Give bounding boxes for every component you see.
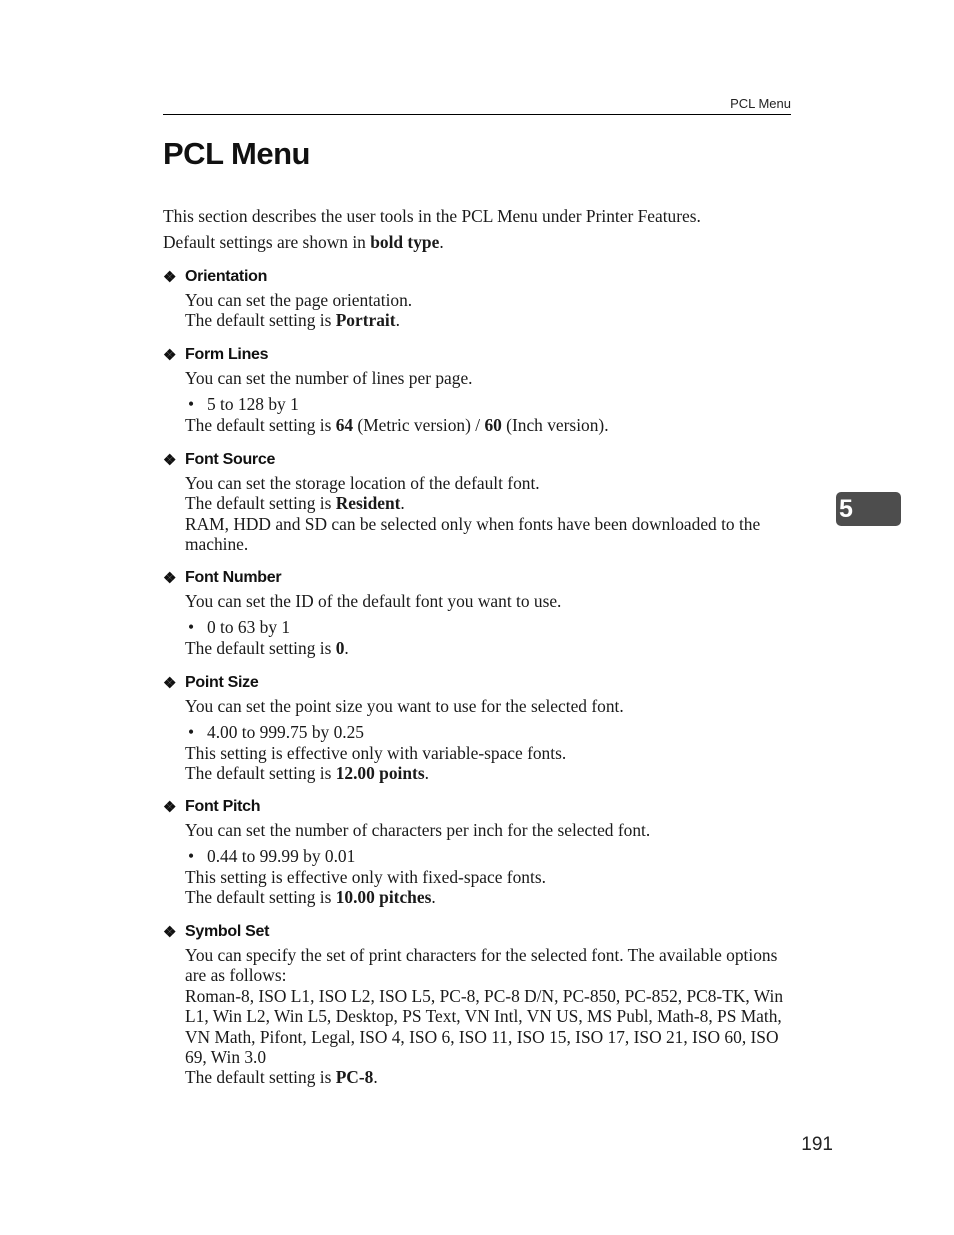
- section-symbol-set: [163, 923, 793, 1088]
- description: You can set the page orientation.: [185, 290, 413, 310]
- default-setting: The default setting is Portrait.: [185, 310, 400, 331]
- intro-line: Default settings are shown in bold type.: [163, 232, 444, 252]
- note: This setting is effective only with variable-space fonts.: [185, 742, 567, 763]
- range-list: [185, 846, 793, 866]
- section-heading: [163, 674, 793, 696]
- section-heading: [163, 451, 793, 473]
- diamond-bullet-icon: ❖: [163, 452, 177, 469]
- section-title: Font Source: [185, 451, 276, 468]
- page-title: PCL Menu: [163, 136, 310, 171]
- chapter-tab: [836, 492, 901, 526]
- section-heading: [163, 569, 793, 591]
- section-body: [185, 820, 793, 908]
- description: You can set the number of lines per page.: [185, 368, 473, 388]
- default-setting: The default setting is 10.00 pitches.: [185, 887, 436, 908]
- intro-text: [163, 203, 793, 255]
- section-title: Font Number: [185, 569, 282, 586]
- diamond-bullet-icon: ❖: [163, 799, 177, 816]
- list-item: • 5 to 128 by 1: [185, 394, 793, 414]
- description: You can set the point size you want to use for the selected font.: [185, 696, 624, 716]
- diamond-bullet-icon: ❖: [163, 924, 177, 941]
- section-font-pitch: [163, 798, 793, 908]
- chapter-number: 5: [839, 495, 853, 523]
- diamond-bullet-icon: ❖: [163, 570, 177, 587]
- section-body: [185, 591, 793, 658]
- section-title: Orientation: [185, 268, 268, 285]
- section-body: [185, 290, 793, 331]
- default-setting: The default setting is 12.00 points.: [185, 763, 429, 784]
- header-rule: [163, 114, 791, 115]
- section-title: Symbol Set: [185, 923, 270, 940]
- diamond-bullet-icon: ❖: [163, 347, 177, 364]
- list-item: • 0 to 63 by 1: [185, 617, 793, 637]
- section-font-number: [163, 569, 793, 658]
- section-title: Point Size: [185, 674, 259, 691]
- default-setting: The default setting is 0.: [185, 637, 349, 658]
- section-heading: [163, 268, 793, 290]
- intro-line: This section describes the user tools in the PCL Menu under Printer Features.: [163, 206, 701, 226]
- default-setting: The default setting is PC-8.: [185, 1067, 378, 1088]
- section-body: [185, 368, 793, 435]
- section-point-size: [163, 674, 793, 784]
- section-form-lines: [163, 346, 793, 435]
- default-setting: The default setting is Resident.: [185, 493, 405, 514]
- section-title: Font Pitch: [185, 798, 261, 815]
- default-setting: The default setting is 64 (Metric version) / 60 (Inch version).: [185, 414, 609, 435]
- range-list: [185, 617, 793, 637]
- section-heading: [163, 798, 793, 820]
- range-list: [185, 722, 793, 742]
- section-heading: [163, 923, 793, 945]
- diamond-bullet-icon: ❖: [163, 675, 177, 692]
- section-heading: [163, 346, 793, 368]
- section-font-source: [163, 451, 793, 555]
- diamond-bullet-icon: ❖: [163, 269, 177, 286]
- range-list: [185, 394, 793, 414]
- symbol-set-options: Roman-8, ISO L1, ISO L2, ISO L5, PC-8, PC-8 D/N, PC-850, PC-852, PC8-TK, Win L1, Win L2, Win L5, Desktop, PS Text, VN Intl, VN US, MS Publ, Math-8, PS Math, VN Math, Pifont, Legal, ISO 4, ISO 6, ISO 11, ISO 15, ISO 17, ISO 21, ISO 60, ISO 69, Win 3.0: [185, 985, 784, 1068]
- page-number: 191: [801, 1134, 833, 1155]
- description: You can specify the set of print characters for the selected font. The available options are as follows:: [185, 945, 778, 986]
- list-item: • 4.00 to 999.75 by 0.25: [185, 722, 793, 742]
- section-body: [185, 945, 793, 1088]
- description: You can set the storage location of the default font.: [185, 473, 540, 493]
- description: You can set the number of characters per inch for the selected font.: [185, 820, 651, 840]
- section-title: Form Lines: [185, 346, 269, 363]
- description: You can set the ID of the default font you want to use.: [185, 591, 562, 611]
- running-head: PCL Menu: [730, 96, 791, 111]
- section-body: [185, 473, 793, 555]
- section-orientation: [163, 268, 793, 331]
- section-body: [185, 696, 793, 784]
- note: RAM, HDD and SD can be selected only when fonts have been downloaded to the machine.: [185, 513, 761, 555]
- list-item: • 0.44 to 99.99 by 0.01: [185, 846, 793, 866]
- note: This setting is effective only with fixed-space fonts.: [185, 866, 546, 887]
